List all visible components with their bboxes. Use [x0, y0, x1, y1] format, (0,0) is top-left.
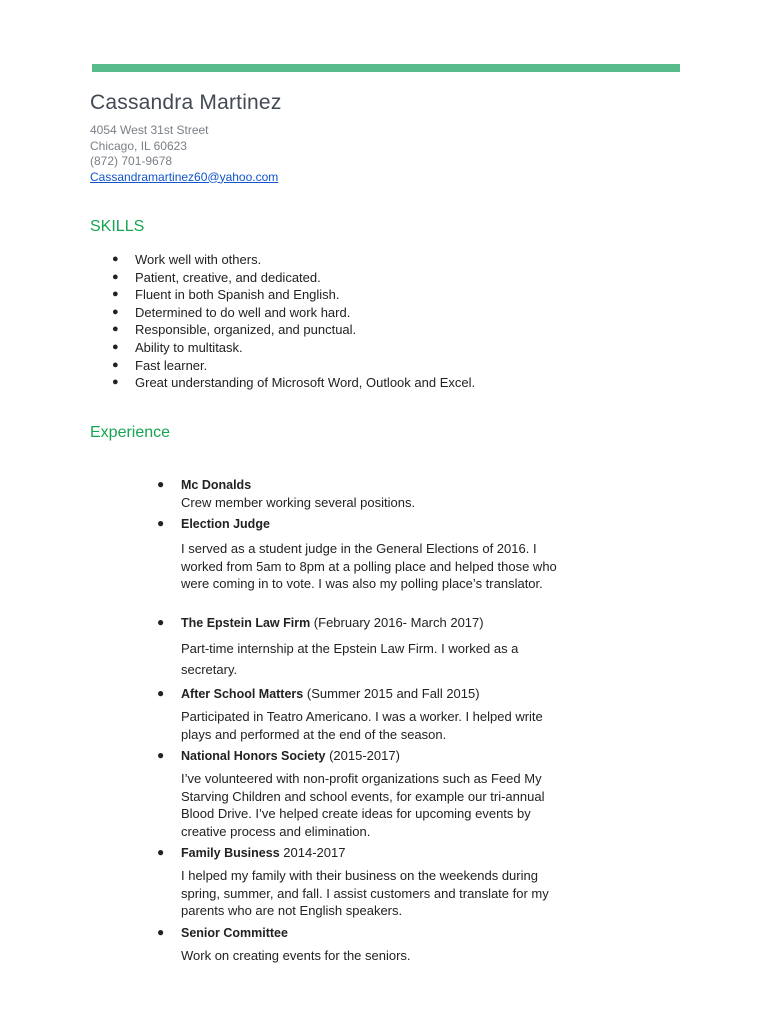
bullet-icon: ●: [112, 340, 119, 353]
experience-org: National Honors Society: [181, 749, 326, 763]
experience-description: I helped my family with their business on the weekends during spring, summer, and fall. I assist customers and translate for my parents who are not English speakers.: [181, 868, 549, 919]
bullet-icon: ●: [112, 323, 119, 336]
experience-item-election-judge: [157, 515, 577, 593]
bullet-icon: ●: [157, 748, 165, 762]
bullet-icon: ●: [157, 477, 165, 491]
skill-item: ● Determined to do well and work hard.: [112, 304, 351, 320]
candidate-name: Cassandra Martinez: [90, 91, 282, 114]
skill-item: ● Work well with others.: [112, 252, 262, 267]
experience-org: Senior Committee: [181, 926, 288, 940]
experience-heading-line: [181, 924, 577, 942]
experience-dates: (February 2016- March 2017): [310, 615, 484, 630]
experience-org: The Epstein Law Firm: [181, 616, 311, 630]
experience-heading-line: [181, 685, 577, 703]
address-line-2: Chicago, IL 60623: [90, 138, 187, 153]
skill-item: ● Fluent in both Spanish and English.: [112, 287, 340, 303]
bullet-icon: ●: [112, 270, 119, 283]
experience-dates: (Summer 2015 and Fall 2015): [303, 686, 480, 701]
address-line-1: 4054 West 31st Street: [90, 123, 209, 137]
skill-item: ● Responsible, organized, and punctual.: [112, 322, 357, 338]
experience-heading-line: [181, 476, 577, 494]
experience-heading-line: [181, 844, 577, 862]
experience-description: Participated in Teatro Americano. I was a worker. I helped write plays and performed at the end of the season.: [181, 709, 543, 742]
experience-org: Election Judge: [181, 517, 270, 531]
experience-description: Work on creating events for the seniors.: [181, 948, 411, 963]
bullet-icon: ●: [112, 253, 119, 265]
experience-item-senior-committee: [157, 924, 577, 965]
experience-description: Part-time internship at the Epstein Law Firm. I worked as a secretary.: [181, 641, 519, 677]
experience-item-epstein-law: [157, 614, 577, 680]
experience-org: Family Business: [181, 846, 280, 860]
skill-item: ● Great understanding of Microsoft Word, Outlook and Excel.: [112, 375, 476, 391]
experience-org: Mc Donalds: [181, 478, 252, 492]
email-link[interactable]: Cassandramartinez60@yahoo.com: [90, 169, 279, 184]
bullet-icon: ●: [112, 305, 119, 318]
phone-number: (872) 701-9678: [90, 154, 173, 168]
skill-item: ● Patient, creative, and dedicated.: [112, 269, 321, 285]
skill-item: ● Fast learner.: [112, 357, 208, 373]
accent-bar: [92, 64, 680, 72]
contact-block: [90, 123, 278, 185]
experience-description: I served as a student judge in the General Elections of 2016. I worked from 5am to 8pm at a polling place and helped those who were coming in to vote. I was also my polling place’s translator.: [181, 541, 557, 592]
experience-org: After School Matters: [181, 687, 304, 701]
experience-item-family-business: [157, 844, 577, 920]
experience-dates: (2015-2017): [325, 748, 400, 763]
bullet-icon: ●: [112, 376, 119, 389]
bullet-icon: ●: [157, 615, 165, 629]
experience-heading: Experience: [90, 424, 171, 441]
bullet-icon: ●: [157, 845, 165, 859]
bullet-icon: ●: [157, 925, 165, 939]
bullet-icon: ●: [112, 358, 119, 371]
skills-heading: SKILLS: [90, 218, 145, 235]
experience-item-national-honors-society: [157, 747, 577, 840]
bullet-icon: ●: [112, 288, 119, 301]
experience-heading-line: [181, 515, 577, 533]
experience-heading-line: [181, 747, 577, 765]
experience-item-mcdonalds: [157, 476, 577, 512]
bullet-icon: ●: [157, 516, 165, 530]
bullet-icon: ●: [157, 686, 165, 700]
experience-description: I’ve volunteered with non-profit organizations such as Feed My Starving Children and school events, for example our tri-annual Blood Drive. I’ve helped create ideas for upcoming events by creative process and elimination.: [181, 771, 545, 839]
experience-description: Crew member working several positions.: [181, 495, 416, 510]
experience-dates: 2014-2017: [279, 845, 346, 860]
skills-list: [112, 251, 475, 392]
experience-heading-line: [181, 614, 577, 632]
experience-item-after-school-matters: [157, 685, 577, 743]
skill-item: ● Ability to multitask.: [112, 339, 243, 355]
